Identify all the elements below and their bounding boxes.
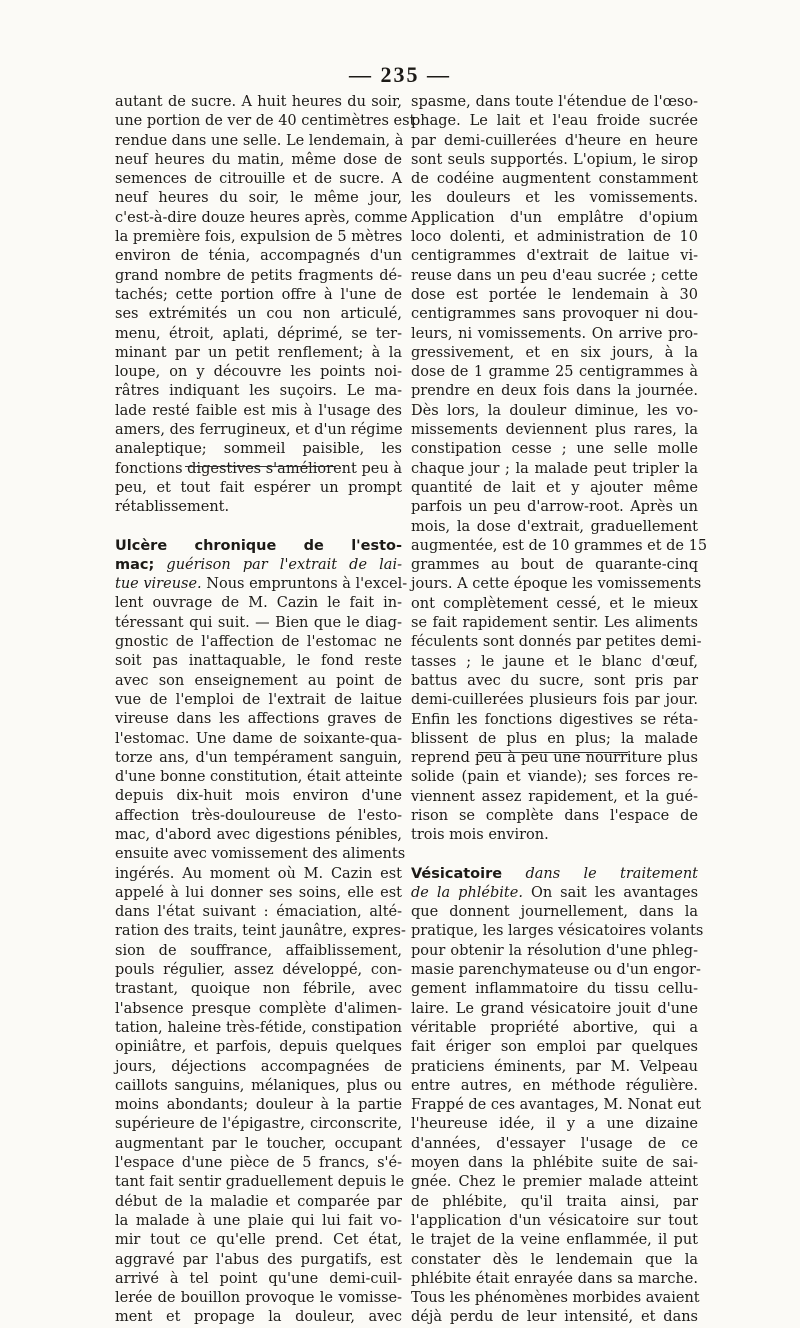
text-line: jours, déjections accompagnées de: [115, 1058, 402, 1075]
text-line: les douleurs et les vomissements.: [411, 190, 698, 207]
right-column: [411, 93, 708, 1328]
text-line: ont complètement cessé, et le mieux: [411, 595, 698, 612]
text-line: déjà perdu de leur intensité, et dans: [411, 1309, 698, 1326]
text-line: neuf heures du matin, même dose de: [115, 151, 402, 168]
heading-subtitle-italic: dans le traitement: [525, 865, 698, 882]
text-line: battus avec du sucre, sont pris par: [411, 672, 698, 689]
text-line: constipation cesse ; une selle molle: [411, 441, 698, 458]
text-line: mac, d'abord avec digestions pénibles,: [115, 826, 402, 843]
text-line: neuf heures du soir, le même jour,: [115, 190, 402, 207]
text-line: tation, haleine très-fétide, constipation: [115, 1019, 402, 1036]
text-line: centigrammes d'extrait de laitue vi-: [411, 248, 698, 265]
text-line: gnée. Chez le premier malade atteint: [411, 1174, 698, 1191]
text-line: spasme, dans toute l'étendue de l'œso-: [411, 94, 698, 110]
text-line: l'absence presque complète d'alimen-: [115, 1000, 402, 1017]
text-line: tachés; cette portion offre à l'une de: [115, 286, 402, 303]
text-line: phage. Le lait et l'eau froide sucrée: [411, 113, 698, 130]
heading-subtitle-italic: guérison par l'extrait de lai-: [166, 556, 402, 573]
text-line: caillots sanguins, mélaniques, plus ou: [115, 1077, 402, 1094]
text-line: trois mois environ.: [411, 827, 549, 844]
text-line: mois, la dose d'extrait, graduellement: [411, 518, 698, 535]
text-line: de codéine augmentent constamment: [411, 171, 698, 188]
text-line: laire. Le grand vésicatoire jouit d'une: [411, 1000, 698, 1017]
text-line: tasses ; le jaune et le blanc d'œuf,: [411, 653, 698, 670]
text-line: ses extrémités un cou non articulé,: [115, 306, 402, 323]
text-line: chaque jour ; la malade peut tripler la: [411, 460, 698, 477]
heading-subtitle-italic-2: de la phlébite.: [411, 884, 523, 901]
text-line: vireuse dans les affections graves de: [115, 711, 402, 728]
text-line: véritable propriété abortive, qui a: [411, 1019, 698, 1036]
text-line: missements deviennent plus rares, la: [411, 422, 698, 439]
text-line: constater dès le lendemain que la: [411, 1251, 698, 1268]
text-line: parfois un peu d'arrow-root. Après un: [411, 499, 698, 516]
text-line: le trajet de la veine enflammée, il put: [411, 1232, 698, 1249]
text-line: augmentée, est de 10 grammes et de 15: [411, 537, 708, 554]
text-line: sion de souffrance, affaiblissement,: [115, 942, 402, 959]
text-line: Enfin les fonctions digestives se réta-: [411, 711, 698, 728]
heading-title-bold-2: mac;: [115, 556, 155, 573]
text-line: masie parenchymateuse ou d'un engor-: [411, 962, 701, 979]
text-line: analeptique; sommeil paisible, les: [115, 441, 402, 458]
heading-subtitle-italic-2: tue vireuse.: [115, 576, 202, 593]
text-line: jours. A cette époque les vomissements: [411, 576, 702, 593]
text-line: semences de citrouille et de sucre. A: [115, 171, 402, 188]
text-line: viennent assez rapidement, et la gué-: [411, 788, 698, 805]
text-line: leurs, ni vomissements. On arrive pro-: [411, 325, 698, 342]
left-section-heading: [115, 537, 408, 595]
text-line: sont seuls supportés. L'opium, le sirop: [411, 151, 698, 168]
text-line: dose est portée le lendemain à 30: [411, 286, 698, 303]
right-paragraph-1: [411, 93, 708, 846]
text-line: rétablissement.: [115, 499, 230, 516]
text-line: centigrammes sans provoquer ni dou-: [411, 306, 698, 323]
text-line: ensuite avec vomissement des aliments: [115, 846, 406, 863]
heading-text: On sait les avantages: [530, 884, 699, 901]
text-line: de phlébite, qu'il traita ainsi, par: [411, 1193, 698, 1210]
text-line: minant par un petit renflement; à la: [115, 344, 402, 361]
text-line: trastant, quoique non fébrile, avec: [115, 981, 402, 998]
text-line: torze ans, d'un tempérament sanguin,: [115, 749, 402, 766]
text-line: grammes au bout de quarante-cinq: [411, 557, 698, 574]
text-line: reprend peu à peu une nourriture plus: [411, 750, 698, 767]
text-line: l'espace d'une pièce de 5 francs, s'é-: [115, 1155, 402, 1172]
text-line: arrivé à tel point qu'une demi-cuil-: [115, 1270, 402, 1287]
text-line: lerée de bouillon provoque le vomisse-: [115, 1290, 402, 1307]
text-line: avec son enseignement au point de: [115, 672, 402, 689]
text-line: d'une bonne constitution, était atteinte: [115, 769, 403, 786]
text-line: menu, étroit, aplati, déprimé, se ter-: [115, 325, 402, 342]
text-line: lent ouvrage de M. Cazin le fait in-: [115, 595, 402, 612]
text-line: affection très-douloureuse de l'esto-: [115, 807, 402, 824]
text-line: c'est-à-dire douze heures après, comme: [115, 209, 408, 226]
text-line: gnostic de l'affection de l'estomac ne: [115, 634, 402, 651]
text-line: gement inflammatoire du tissu cellu-: [411, 981, 698, 998]
text-line: praticiens éminents, par M. Velpeau: [411, 1058, 698, 1075]
heading-title-bold: Vésicatoire: [411, 865, 503, 882]
text-line: prendre en deux fois dans la journée.: [411, 383, 698, 400]
text-line: téressant qui suit. — Bien que le diag-: [115, 614, 402, 631]
section-divider: [185, 466, 335, 467]
text-line: pratique, les larges vésicatoires volants: [411, 923, 704, 940]
text-line: augmentant par le toucher, occupant: [115, 1135, 402, 1152]
left-column: [115, 93, 416, 1328]
text-line: gressivement, et en six jours, à la: [411, 344, 698, 361]
left-paragraph-1: [115, 93, 416, 518]
text-line: l'estomac. Une dame de soixante-qua-: [115, 730, 402, 747]
right-paragraph-2: [411, 903, 704, 1328]
text-line: environ de ténia, accompagnés d'un: [115, 248, 402, 265]
text-line: moyen dans la phlébite suite de sai-: [411, 1155, 698, 1172]
text-line: par demi-cuillerées d'heure en heure: [411, 132, 698, 149]
text-line: vue de l'emploi de l'extrait de laitue: [115, 691, 402, 708]
text-line: reuse dans un peu d'eau sucrée ; cette: [411, 267, 698, 284]
text-line: amers, des ferrugineux, et d'un régime: [115, 422, 403, 439]
text-line: moins abondants; douleur à la partie: [115, 1097, 402, 1114]
text-line: depuis dix-huit mois environ d'une: [115, 788, 402, 805]
text-line: mir tout ce qu'elle prend. Cet état,: [115, 1232, 402, 1249]
text-line: pour obtenir la résolution d'une phleg-: [411, 942, 698, 959]
text-line: solide (pain et viande); ses forces re-: [411, 769, 698, 786]
text-line: fonctions digestives s'améliorent peu à: [115, 460, 402, 477]
text-line: aggravé par l'abus des purgatifs, est: [115, 1251, 402, 1268]
heading-title-bold: Ulcère chronique de l'esto-: [115, 537, 402, 554]
text-line: rendue dans une selle. Le lendemain, à: [115, 132, 404, 149]
right-section-heading: [411, 865, 698, 904]
page-number: — 235 —: [349, 62, 451, 87]
text-line: la malade à une plaie qui lui fait vo-: [115, 1212, 402, 1229]
text-line: se fait rapidement sentir. Les aliments: [411, 615, 698, 632]
text-line: Tous les phénomènes morbides avaient: [411, 1290, 700, 1307]
text-line: tant fait sentir graduellement depuis le: [115, 1174, 405, 1191]
text-line: phlébite était enrayée dans sa marche.: [411, 1270, 698, 1287]
left-paragraph-2: [115, 594, 406, 1327]
text-line: supérieure de l'épigastre, circonscrite,: [115, 1116, 402, 1133]
heading-text: Nous empruntons à l'excel-: [206, 576, 408, 593]
text-line: entre autres, en méthode régulière.: [411, 1077, 698, 1094]
text-line: Dès lors, la douleur diminue, les vo-: [411, 402, 698, 419]
text-line: quantité de lait et y ajouter même: [411, 479, 698, 496]
text-line: blissent de plus en plus; la malade: [411, 730, 698, 747]
text-line: ration des traits, teint jaunâtre, expres-: [115, 923, 406, 940]
text-line: l'application d'un vésicatoire sur tout: [411, 1212, 698, 1229]
text-line: une portion de ver de 40 centimètres est: [115, 113, 416, 130]
text-line: pouls régulier, assez développé, con-: [115, 962, 402, 979]
text-line: grand nombre de petits fragments dé-: [115, 267, 402, 284]
text-line: d'années, d'essayer l'usage de ce: [411, 1135, 698, 1152]
text-line: ment et propage la douleur, avec: [115, 1309, 402, 1326]
text-line: dose de 1 gramme 25 centigrammes à: [411, 364, 698, 381]
text-line: peu, et tout fait espérer un prompt: [115, 479, 402, 496]
text-line: soit pas inattaquable, le fond reste: [115, 653, 402, 670]
text-line: loupe, on y découvre les points noi-: [115, 364, 402, 381]
text-line: la première fois, expulsion de 5 mètres: [115, 229, 403, 246]
text-line: début de la maladie et comparée par: [115, 1193, 402, 1210]
text-line: féculents sont donnés par petites demi-: [411, 634, 702, 651]
text-line: l'heureuse idée, il y a une dizaine: [411, 1116, 698, 1133]
text-line: Application d'un emplâtre d'opium: [411, 209, 698, 226]
text-line: autant de sucre. A huit heures du soir,: [115, 94, 402, 110]
text-line: demi-cuillerées plusieurs fois par jour.: [411, 692, 698, 709]
text-line: ingérés. Au moment où M. Cazin est: [115, 865, 402, 882]
section-divider-2: [478, 752, 628, 753]
text-line: fait ériger son emploi par quelques: [411, 1039, 698, 1056]
text-line: rison se complète dans l'espace de: [411, 807, 698, 824]
text-line: dans l'état suivant : émaciation, alté-: [115, 904, 402, 921]
text-line: râtres indiquant les suçoirs. Le ma-: [115, 383, 402, 400]
text-line: loco dolenti, et administration de 10: [411, 229, 698, 246]
text-line: lade resté faible est mis à l'usage des: [115, 402, 402, 419]
text-line: opiniâtre, et parfois, depuis quelques: [115, 1039, 402, 1056]
text-line: appelé à lui donner ses soins, elle est: [115, 884, 402, 901]
text-line: que donnent journellement, dans la: [411, 904, 698, 921]
text-line: Frappé de ces avantages, M. Nonat eut: [411, 1097, 702, 1114]
